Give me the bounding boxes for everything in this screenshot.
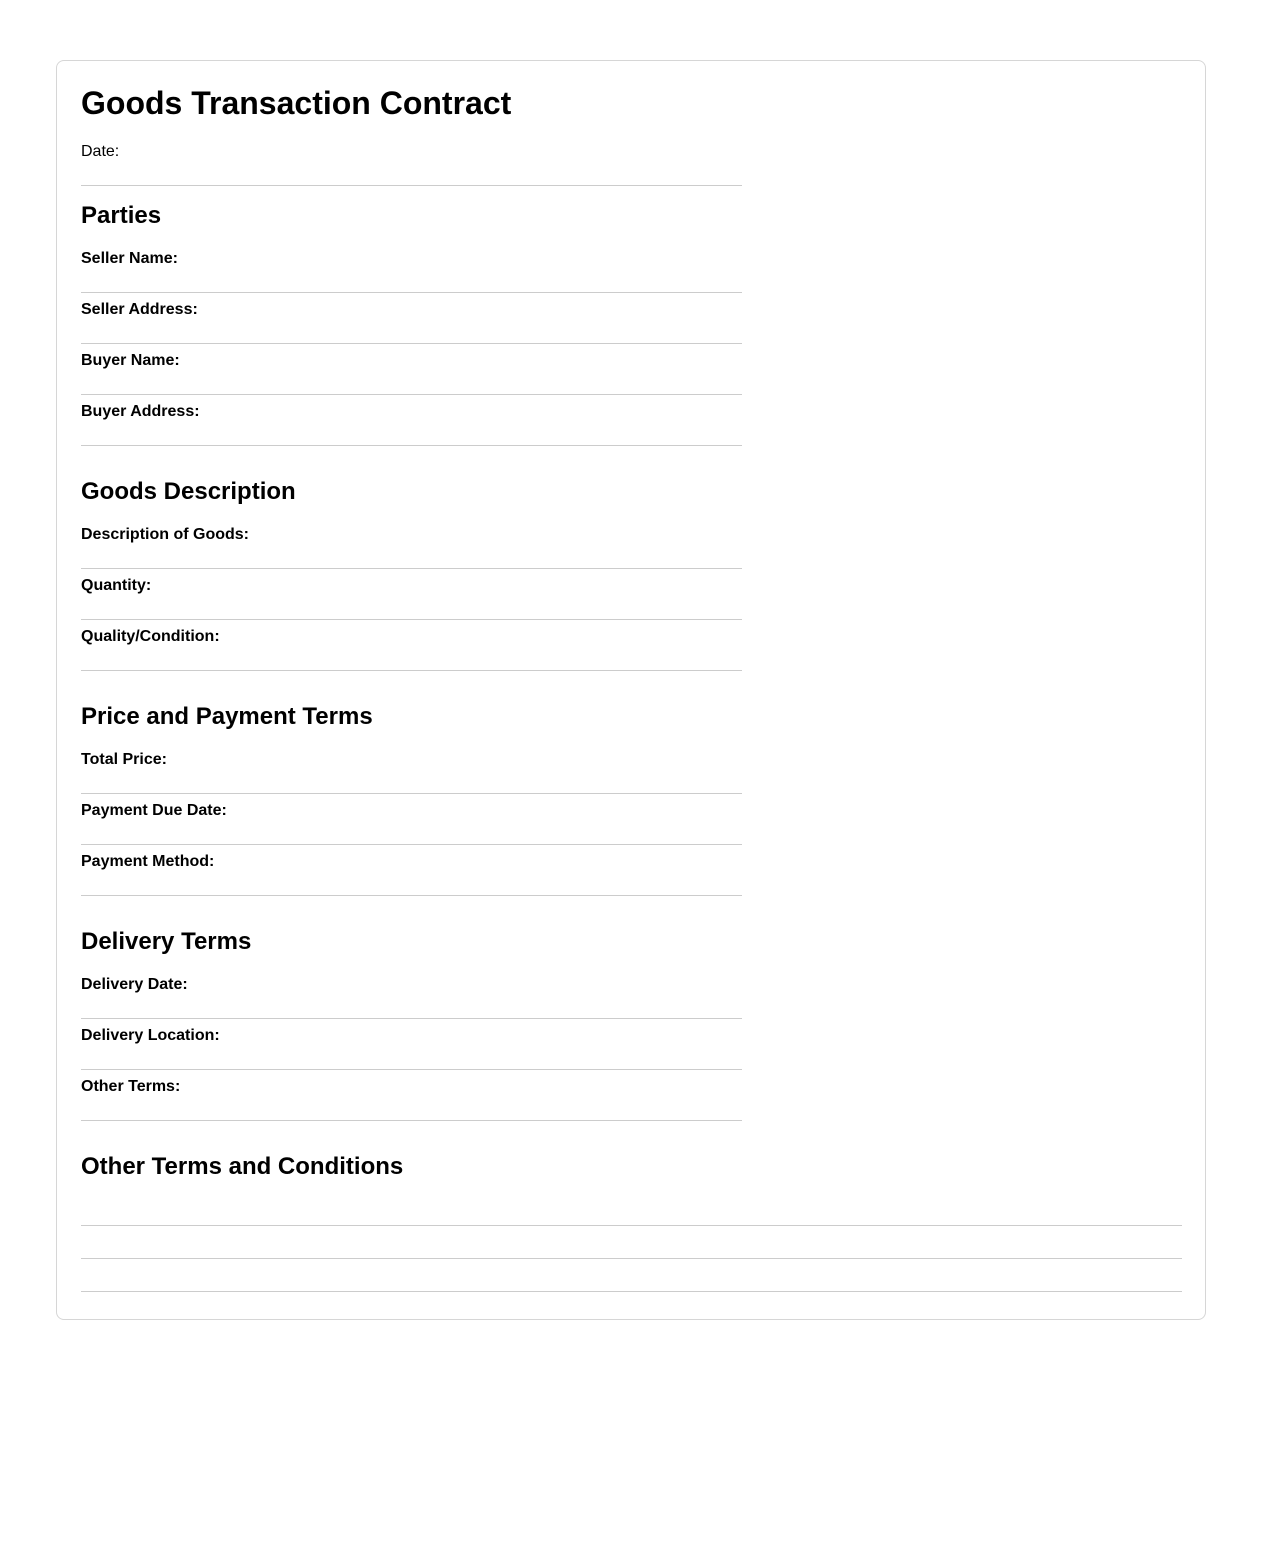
goods-description-field[interactable] bbox=[81, 538, 742, 568]
payment-method-line bbox=[81, 895, 742, 896]
seller-address-label: Seller Address: bbox=[81, 301, 198, 318]
buyer-address-label: Buyer Address: bbox=[81, 403, 200, 420]
payment-due-date-line bbox=[81, 844, 742, 845]
other-terms-conditions-field-3[interactable] bbox=[81, 1261, 1182, 1291]
other-terms-line bbox=[81, 1120, 742, 1121]
quantity-label: Quantity: bbox=[81, 577, 152, 594]
contract-card bbox=[56, 60, 1206, 1320]
delivery-date-field[interactable] bbox=[81, 988, 742, 1018]
seller-address-line bbox=[81, 343, 742, 344]
delivery-location-field[interactable] bbox=[81, 1039, 742, 1069]
delivery-location-line bbox=[81, 1069, 742, 1070]
quantity-line bbox=[81, 619, 742, 620]
seller-name-label: Seller Name: bbox=[81, 250, 178, 267]
other-terms-conditions-line-2 bbox=[81, 1258, 1182, 1259]
goods-description-line bbox=[81, 568, 742, 569]
goods-description-label: Description of Goods: bbox=[81, 526, 249, 543]
date-line bbox=[81, 185, 742, 186]
other-terms-conditions-field-1[interactable] bbox=[81, 1195, 1182, 1225]
other-terms-field[interactable] bbox=[81, 1090, 742, 1120]
buyer-name-label: Buyer Name: bbox=[81, 352, 180, 369]
total-price-label: Total Price: bbox=[81, 751, 167, 768]
other-terms-conditions-field-2[interactable] bbox=[81, 1228, 1182, 1258]
seller-address-field[interactable] bbox=[81, 313, 742, 343]
total-price-field[interactable] bbox=[81, 763, 742, 793]
date-label: Date: bbox=[81, 143, 120, 160]
section-title-price: Price and Payment Terms bbox=[81, 703, 373, 730]
other-terms-conditions-line-3 bbox=[81, 1291, 1182, 1292]
section-title-other-terms: Other Terms and Conditions bbox=[81, 1153, 404, 1180]
seller-name-field[interactable] bbox=[81, 262, 742, 292]
seller-name-line bbox=[81, 292, 742, 293]
section-title-parties: Parties bbox=[81, 202, 162, 229]
delivery-date-label: Delivery Date: bbox=[81, 976, 188, 993]
buyer-address-line bbox=[81, 445, 742, 446]
total-price-line bbox=[81, 793, 742, 794]
page-title: Goods Transaction Contract bbox=[81, 85, 512, 121]
other-terms-conditions-line-1 bbox=[81, 1225, 1182, 1226]
payment-due-date-field[interactable] bbox=[81, 814, 742, 844]
buyer-name-field[interactable] bbox=[81, 364, 742, 394]
section-title-goods: Goods Description bbox=[81, 478, 296, 505]
other-terms-label: Other Terms: bbox=[81, 1078, 181, 1095]
delivery-location-label: Delivery Location: bbox=[81, 1027, 220, 1044]
payment-method-label: Payment Method: bbox=[81, 853, 215, 870]
buyer-name-line bbox=[81, 394, 742, 395]
payment-method-field[interactable] bbox=[81, 865, 742, 895]
payment-due-date-label: Payment Due Date: bbox=[81, 802, 227, 819]
quality-field[interactable] bbox=[81, 640, 742, 670]
quality-line bbox=[81, 670, 742, 671]
date-field[interactable] bbox=[81, 154, 742, 184]
delivery-date-line bbox=[81, 1018, 742, 1019]
section-title-delivery: Delivery Terms bbox=[81, 928, 252, 955]
quality-label: Quality/Condition: bbox=[81, 628, 220, 645]
buyer-address-field[interactable] bbox=[81, 415, 742, 445]
quantity-field[interactable] bbox=[81, 589, 742, 619]
